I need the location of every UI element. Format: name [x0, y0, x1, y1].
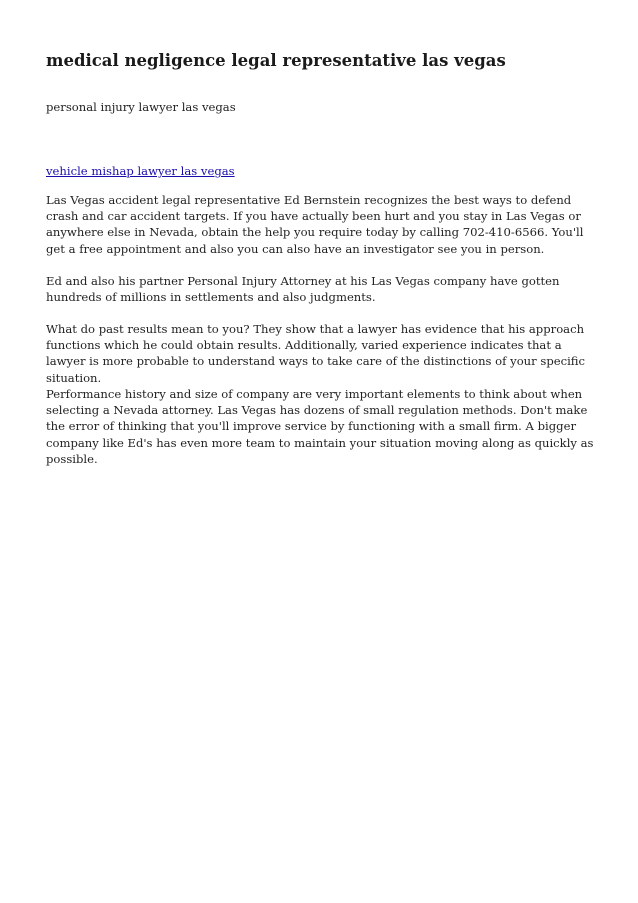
page-title: medical negligence legal representative las vegas: [46, 51, 506, 70]
paragraph-intro: Las Vegas accident legal representative Ed Bernstein recognizes the best ways to defend crash and car accident targets. If you have actually been hurt and you stay in Las Vegas or anywhere else in Nevada, obtain the help you require today by calling 702-410-6566. You'll get a free appointment and also you can also have an investigator see you in person.: [46, 193, 584, 256]
paragraph-past-results: What do past results mean to you? They show that a lawyer has evidence that his approach functions which he could obtain results. Additionally, varied experience indicates that a lawyer is more probable to understand ways to take care of the distinctions of your specific situation.: [46, 322, 586, 385]
vehicle-mishap-link[interactable]: vehicle mishap lawyer las vegas: [46, 164, 235, 178]
paragraph-settlements: Ed and also his partner Personal Injury Attorney at his Las Vegas company have gotten hundreds of millions in settlements and also judgments.: [46, 274, 560, 305]
paragraph-firm-size: Performance history and size of company are very important elements to think about when selecting a Nevada attorney. Las Vegas has dozens of small regulation methods. Don't make the error of thinking that you'll improve service by functioning with a small firm. A bigger company like Ed's has even more team to maintain your situation moving along as quickly as possible.: [46, 387, 594, 466]
subtitle: personal injury lawyer las vegas: [46, 100, 236, 114]
